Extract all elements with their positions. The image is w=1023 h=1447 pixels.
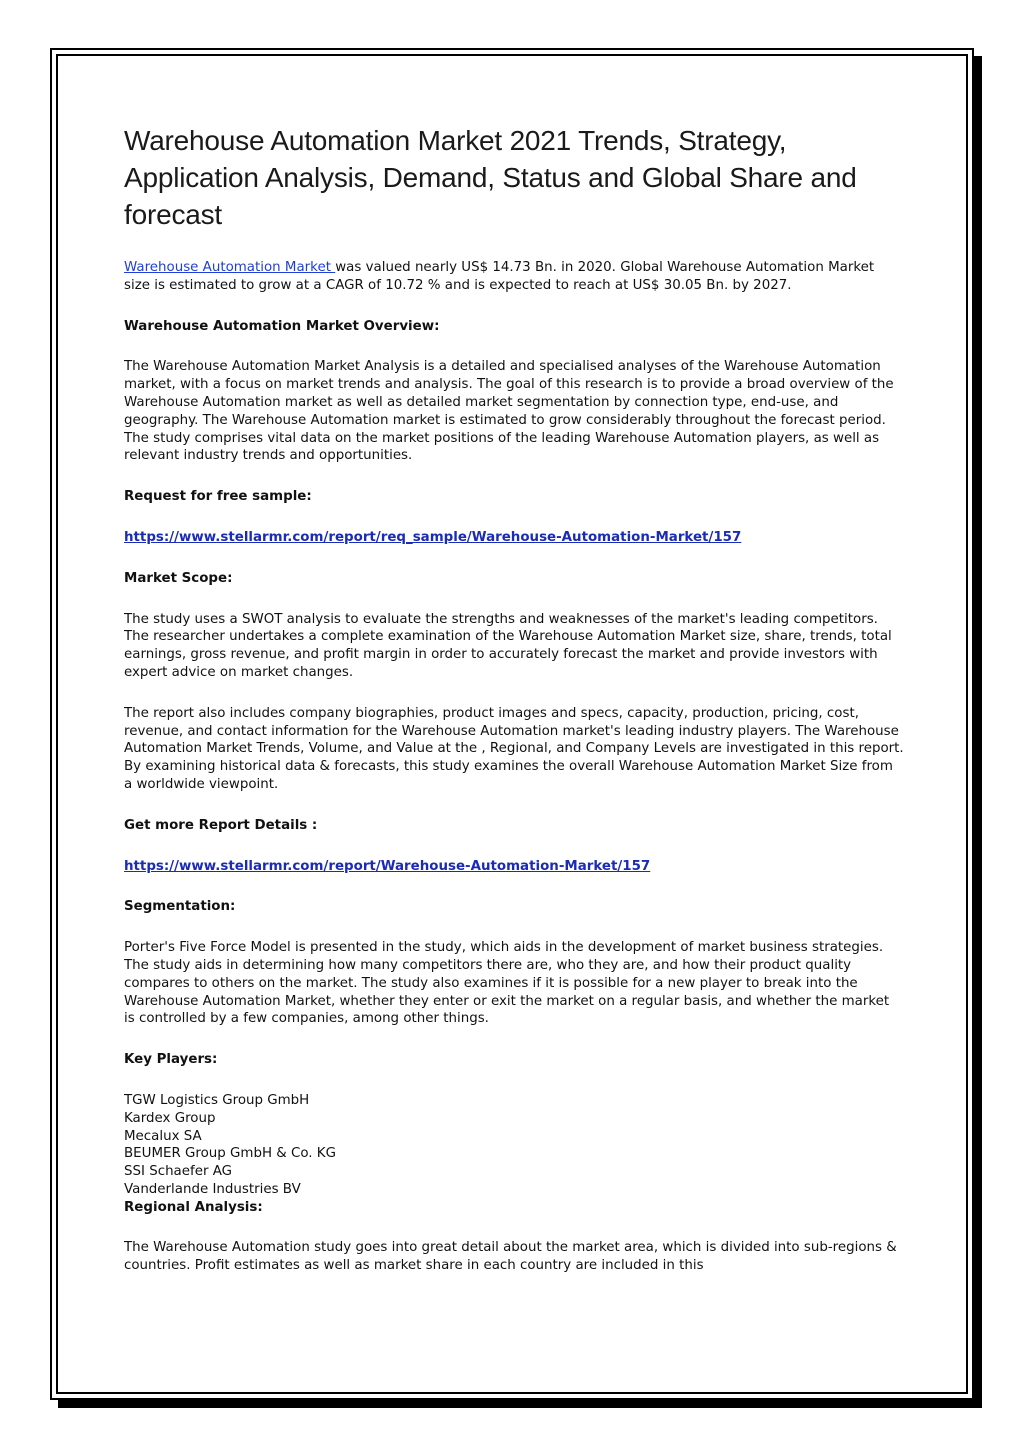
scope-paragraph-1: The study uses a SWOT analysis to evaluate the strengths and weaknesses of the market's leading competitors. The researcher undertakes a complete examination of the Warehouse Automation Market size, share, trends, total earnings, gross revenue, and profit margin in order to accurately forecast the market and provide investors with expert advice on market changes. [124,611,892,680]
sample-link[interactable]: https://www.stellarmr.com/report/req_sample/Warehouse-Automation-Market/157 [124,529,742,545]
list-item: Kardex Group [124,1110,216,1126]
intro-paragraph [124,259,904,295]
title-rest: 2021 Trends, Strategy, Application Analysis, Demand, Status and Global Share and forecast [124,125,857,230]
regional-paragraph: The Warehouse Automation study goes into great detail about the market area, which is divided into sub-regions & countries. Profit estimates as well as market share in each country are included in this [124,1240,897,1274]
key-players-list [124,1092,904,1199]
intro-market-link[interactable]: Warehouse Automation Market [124,260,336,275]
regional-heading: Regional Analysis: [124,1199,263,1215]
list-item: TGW Logistics Group GmbH [124,1092,310,1108]
details-link[interactable]: https://www.stellarmr.com/report/Warehouse-Automation-Market/157 [124,858,651,874]
list-item: SSI Schaefer AG [124,1164,233,1180]
overview-paragraph: The Warehouse Automation Market Analysis is a detailed and specialised analyses of the Warehouse Automation market, with a focus on market trends and analysis. The goal of this research is to provide a broad overview of the Warehouse Automation market as well as detailed market segmentation by connection type, end-use, and geography. The Warehouse Automation market is estimated to grow considerably throughout the forecast period. The study comprises vital data on the market positions of the leading Warehouse Automation players, as well as relevant industry trends and opportunities. [124,359,894,464]
list-item: Vanderlande Industries BV [124,1181,301,1197]
document-body [124,122,904,1298]
list-item: Mecalux SA [124,1128,202,1144]
overview-heading: Warehouse Automation Market Overview: [124,318,440,334]
segmentation-paragraph: Porter's Five Force Model is presented in the study, which aids in the development of market business strategies. The study aids in determining how many competitors there are, who they are, and how their product quality compares to others on the market. The study also examines if it is possible for a new player to break into the Warehouse Automation Market, whether they enter or exit the market on a regular basis, and whether the market is controlled by a few companies, among other things. [124,940,890,1027]
details-heading: Get more Report Details : [124,817,318,833]
sample-heading: Request for free sample: [124,489,312,505]
intro-text: was valued nearly US$ 14.73 Bn. in 2020. Global Warehouse Automation Market size is estimated to grow at a CAGR of 10.72 % and is expected to reach at US$ 30.05 Bn. by 2027. [124,260,875,293]
list-item: BEUMER Group GmbH & Co. KG [124,1146,336,1162]
scope-heading: Market Scope: [124,570,233,586]
key-players-heading: Key Players: [124,1052,218,1068]
title-lead: Warehouse Automation Market [124,125,502,156]
scope-paragraph-2: The report also includes company biographies, product images and specs, capacity, production, pricing, cost, revenue, and contact information for the Warehouse Automation market's leading industry players. The Warehouse Automation Market Trends, Volume, and Value at the , Regional, and Company Levels are investigated in this report. By examining historical data & forecasts, this study examines the overall Warehouse Automation Market Size from a worldwide viewpoint. [124,705,904,792]
segmentation-heading: Segmentation: [124,899,236,915]
document-title [124,122,904,233]
